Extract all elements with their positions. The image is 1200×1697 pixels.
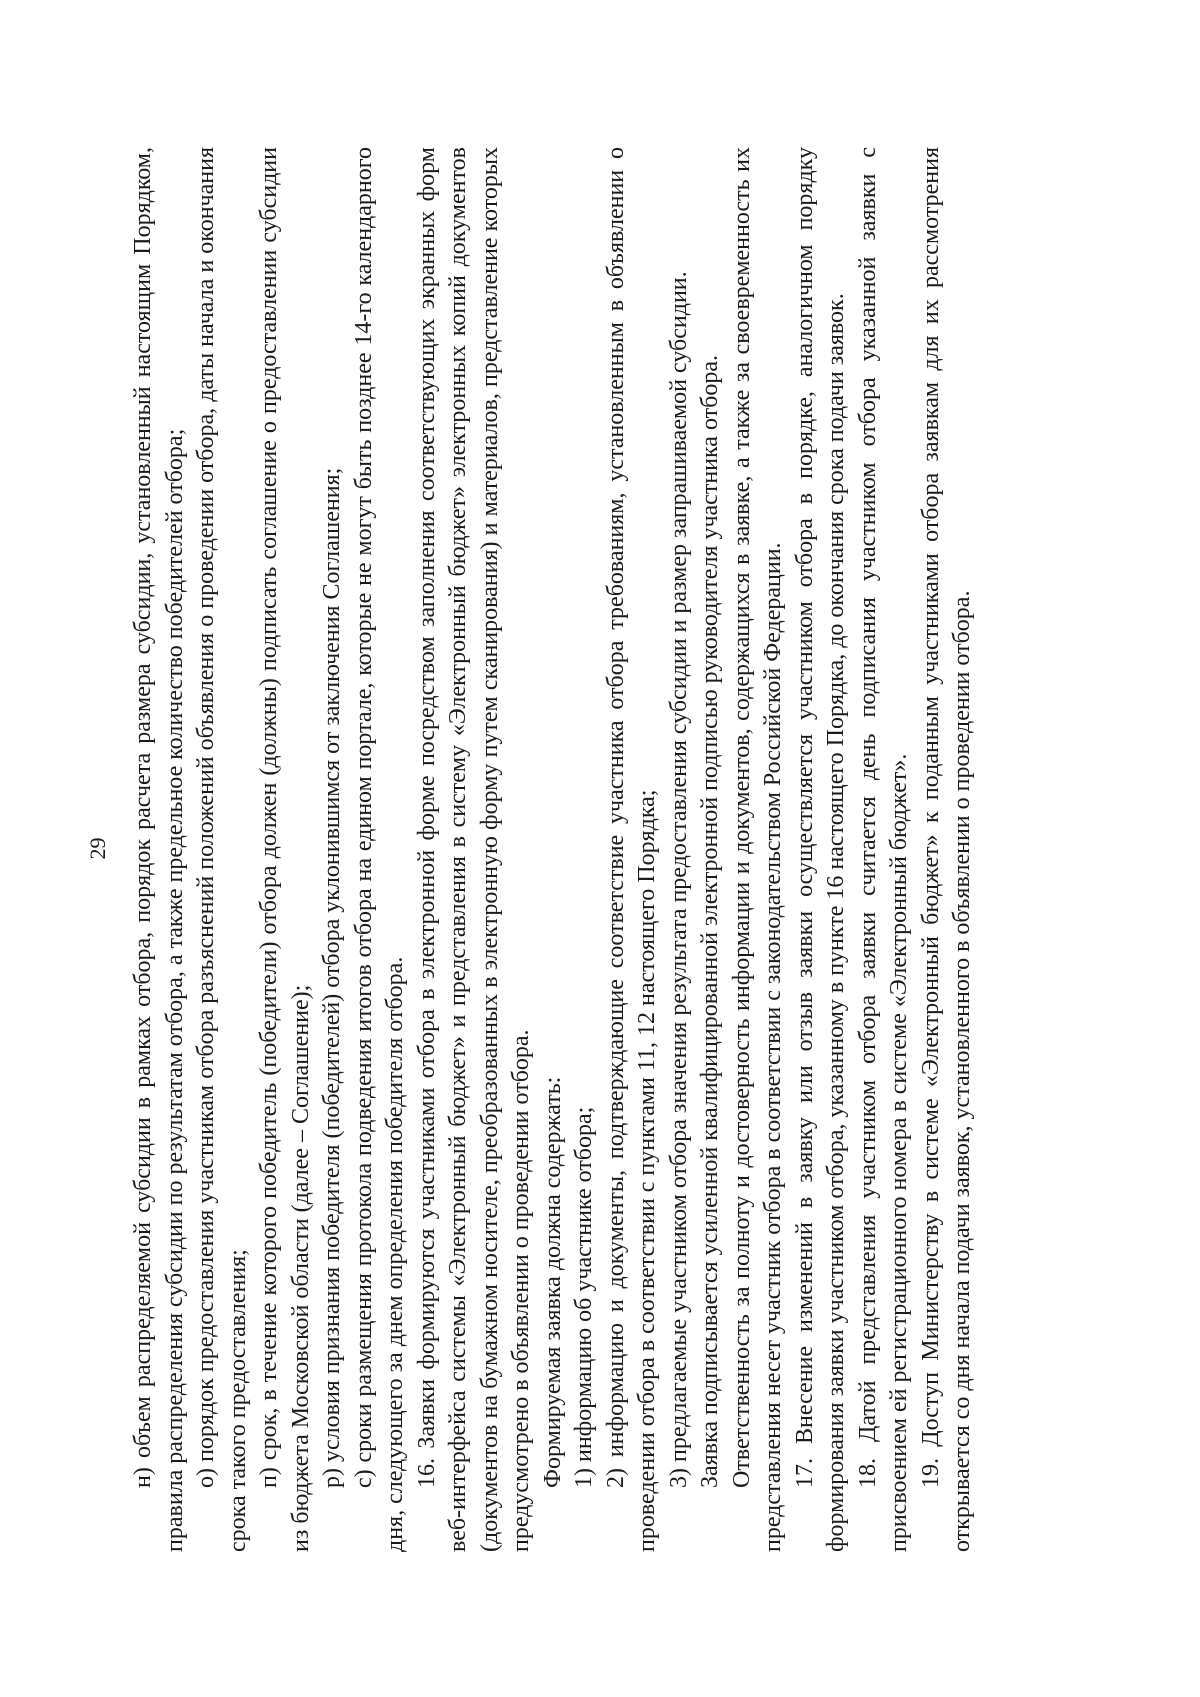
paragraph-responsibility: Ответственность за полноту и достоверность информации и документов, содержащихся в заявке, а также за своевременность их представления несет участник отбора в соответствии с законодательством Российской Федерации. <box>728 147 786 1552</box>
paragraph-subitem-s: с) сроки размещения протокола подведения итогов отбора на едином портале, которые не могут быть позднее 14-го календарного дня, следующего за днем определения победителя отбора. <box>350 147 408 1552</box>
paragraph-subitem-r: р) условия признания победителя (победителей) отбора уклонившимся от заключения Соглашения; <box>319 467 345 1488</box>
paragraph-signature: Заявка подписывается усиленной квалифицированной электронной подписью руководителя участника отбора. <box>697 355 723 1488</box>
paragraph-clause-18: 18. Датой представления участником отбора заявки считается день подписания участником отбора указанной заявки с присвоением ей регистрационного номера в системе «Электронный бюджет». <box>854 147 912 1552</box>
paragraph-subitem-o: о) порядок предоставления участникам отбора разъяснений положений объявления о проведении отбора, даты начала и окончания срока такого предоставления; <box>193 147 251 1552</box>
paragraph-clause-17: 17. Внесение изменений в заявку или отзыв заявки осуществляется участником отбора в порядке, аналогичном порядку формирования заявки участником отбора, указанному в пункте 16 настоящего Порядка, до окончания срока подачи заявок. <box>791 147 849 1552</box>
page-number: 29 <box>85 837 110 860</box>
paragraph-subitem-n: н) объем распределяемой субсидии в рамках отбора, порядок расчета размера субсидии, установленный настоящим Порядком, правила распределения субсидии по результатам отбора, а также предельное количество победителей отбора; <box>130 147 188 1552</box>
paragraph-list-item-1: 1) информацию об участнике отбора; <box>571 1106 597 1488</box>
paragraph-application-contents: Формируемая заявка должна содержать: <box>539 1076 566 1488</box>
document-body <box>128 147 979 1552</box>
paragraph-clause-19: 19. Доступ Министерству в системе «Электронный бюджет» к поданным участниками отбора заявкам для их рассмотрения открывается со дня начала подачи заявок, установленного в объявлении о проведении отбора. <box>917 147 975 1552</box>
paragraph-subitem-p: п) срок, в течение которого победитель (победители) отбора должен (должны) подписать соглашение о предоставлении субсидии из бюджета Московской области (далее – Соглашение); <box>256 147 314 1552</box>
paragraph-list-item-2: 2) информацию и документы, подтверждающие соответствие участника отбора требованиям, установленным в объявлении о проведении отбора в соответствии с пунктами 11, 12 настоящего Порядка; <box>602 147 660 1552</box>
paragraph-clause-16: 16. Заявки формируются участниками отбора в электронной форме посредством заполнения соответствующих экранных форм веб-интерфейса системы «Электронный бюджет» и представления в систему «Электронный бюджет» электронных копий документов (документов на бумажном носителе, преобразованных в электронную форму путем сканирования) и материалов, представление которых предусмотрено в объявлении о проведении отбора. <box>413 147 534 1552</box>
paragraph-list-item-3: 3) предлагаемые участником отбора значения результата предоставления субсидии и размер запрашиваемой субсидии. <box>665 271 692 1488</box>
